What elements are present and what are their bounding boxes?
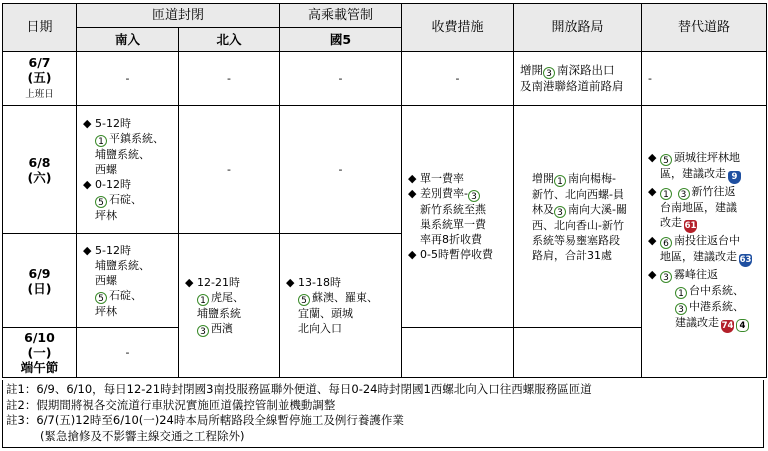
list-item [83, 162, 174, 177]
toll-cell [402, 106, 514, 328]
list-item [648, 283, 762, 299]
date-cell [3, 52, 77, 106]
list-item [185, 306, 275, 321]
north-cell [179, 234, 280, 378]
item-text: 西螺 [95, 163, 117, 176]
item-text: 坪林 [95, 209, 117, 222]
list-item [83, 304, 174, 319]
date-cell [3, 234, 77, 328]
freeway-badge-icon: 5 [298, 294, 310, 306]
list-item [648, 315, 762, 333]
item-text: 新竹系統至燕 [420, 203, 487, 216]
provincial-highway-shield-icon: 74 [721, 321, 734, 331]
list-item [185, 275, 275, 290]
day-note: 上班日 [25, 89, 54, 100]
list-item [83, 258, 174, 273]
header-toll-measures: 收費措施 [402, 4, 514, 52]
list-item [286, 321, 397, 336]
freeway-badge-icon: 5 [660, 154, 672, 166]
item-text: 率再8折收費 [420, 233, 483, 246]
list-item [185, 321, 275, 337]
weekday-text: (日) [27, 280, 52, 296]
open-text: 南深路出口 [557, 63, 615, 77]
header-alternate-routes: 替代道路 [642, 4, 767, 52]
list-item [648, 200, 762, 215]
item-text: 建議改走 [675, 316, 720, 329]
freeway-badge-icon: 5 [95, 292, 107, 304]
list-item [648, 249, 762, 267]
header-northbound: 北入 [179, 28, 280, 52]
date-text: 6/8 [28, 154, 51, 170]
south-cell: - [77, 328, 179, 378]
freeway-badge-icon: 3 [197, 325, 209, 337]
diamond-bullet-icon: ◆ [408, 172, 417, 185]
hov-cell: - [280, 52, 402, 106]
item-text: 5-12時 [95, 243, 131, 257]
open-text: 增開 [520, 63, 544, 77]
freeway-badge-icon: 1 [554, 175, 566, 187]
item-text: 埔鹽系統 [197, 306, 241, 320]
item-text: 西螺 [95, 273, 117, 287]
list-item [520, 233, 637, 248]
holiday-label: 端午節 [20, 360, 59, 375]
list-item [648, 215, 762, 233]
list-item [286, 275, 397, 290]
list-item [83, 273, 174, 288]
list-item [83, 147, 174, 162]
item-text: 新竹、北向西螺-員 [532, 187, 624, 201]
list-item [83, 177, 174, 192]
item-text: 增開 [532, 171, 555, 185]
open-text: 及南港聯絡道前路肩 [520, 79, 624, 93]
item-text: 南向楊梅- [568, 171, 616, 185]
date-cell [3, 106, 77, 234]
table-row [3, 52, 767, 106]
provincial-highway-shield-icon: 9 [728, 171, 741, 184]
item-text: 區，建議改走 [660, 167, 727, 180]
toll-cell: - [402, 52, 514, 106]
list-item [648, 267, 762, 283]
list-item [286, 306, 397, 321]
list-item [83, 192, 174, 208]
diamond-bullet-icon: ◆ [83, 178, 92, 191]
diamond-bullet-icon: ◆ [648, 185, 657, 198]
item-text: 石碇、 [109, 288, 142, 302]
toll-cell-empty [402, 328, 514, 378]
list-item [408, 186, 509, 202]
list-item [648, 150, 762, 166]
item-text: 地區，建議改走 [660, 250, 738, 263]
diamond-bullet-icon: ◆ [648, 268, 657, 281]
item-text: 坪林 [95, 304, 117, 318]
north-cell: - [179, 106, 280, 234]
diamond-bullet-icon: ◆ [286, 276, 295, 289]
list-item [648, 299, 762, 315]
footnote-1: 註1：6/9、6/10，每日12-21時封閉國3南投服務區聯外便道、每日0-24時封閉國1西螺北向入口往西螺服務區匝道 [6, 382, 592, 396]
diamond-bullet-icon: ◆ [648, 151, 657, 164]
item-text: 系統等易壅塞路段 [532, 233, 621, 247]
open-cell [514, 106, 642, 328]
footnote-3: 註3：6/7(五)12時至6/10(一)24時本局所轄路段全線暫停施工及例行養護作業 [6, 413, 404, 427]
item-text: 新竹往返 [691, 185, 736, 198]
header-ramp-closure: 匝道封閉 [77, 4, 280, 28]
freeway-badge-icon: 1 [95, 135, 107, 147]
list-item [648, 166, 762, 184]
item-text: 12-21時 [197, 275, 240, 289]
freeway-badge-icon: 6 [660, 237, 672, 249]
hov-cell [280, 234, 402, 378]
item-text: 埔鹽系統、 [95, 148, 150, 161]
freeway-badge-icon: 3 [468, 190, 480, 202]
item-text: 虎尾、 [211, 290, 244, 304]
hov-cell: - [280, 106, 402, 234]
freeway-badge-icon: 3 [678, 188, 690, 200]
county-road-badge-icon: 4 [736, 319, 749, 332]
diamond-bullet-icon: ◆ [408, 187, 417, 200]
item-text: 巢系統單一費 [420, 218, 487, 231]
alt-cell [642, 106, 767, 378]
list-item [408, 217, 509, 232]
alt-cell: - [642, 52, 767, 106]
freeway-badge-icon: 3 [554, 206, 566, 218]
item-text: 頭城往坪林地 [674, 151, 741, 164]
table-row [3, 106, 767, 234]
header-southbound: 南入 [77, 28, 179, 52]
diamond-bullet-icon: ◆ [185, 275, 194, 289]
item-text: 平鎮系統、 [109, 132, 164, 145]
list-item [83, 116, 174, 131]
list-item [185, 290, 275, 306]
item-text: 5-12時 [95, 117, 131, 130]
header-hov-control: 高乘載管制 [280, 4, 402, 28]
item-text: 宜蘭、頭城 [298, 307, 354, 320]
north-cell: - [179, 52, 280, 106]
item-text: 路肩，合計31處 [532, 248, 613, 262]
south-cell [77, 234, 179, 328]
date-text: 6/9 [28, 265, 51, 281]
open-cell [514, 52, 642, 106]
list-item [520, 218, 637, 233]
footnotes [2, 380, 764, 448]
list-item [520, 171, 637, 187]
item-text: 埔鹽系統、 [95, 258, 150, 272]
list-item [83, 243, 174, 258]
date-text: 6/10 [24, 330, 55, 345]
list-item [83, 208, 174, 223]
south-cell: - [77, 52, 179, 106]
freeway-badge-icon: 5 [95, 196, 107, 208]
open-cell-empty [514, 328, 642, 378]
list-item [648, 233, 762, 249]
item-text: 0-5時暫停收費 [420, 248, 493, 261]
item-text: 石碇、 [109, 193, 142, 206]
item-text: 西、北向香山-新竹 [532, 218, 624, 232]
diamond-bullet-icon: ◆ [83, 117, 92, 130]
header-open-shoulder: 開放路局 [514, 4, 642, 52]
weekday-text: (六) [27, 169, 52, 185]
item-text: 差別費率- [420, 187, 468, 200]
freeway-badge-icon: 1 [675, 287, 687, 299]
list-item [286, 290, 397, 306]
diamond-bullet-icon: ◆ [648, 234, 657, 247]
list-item [408, 232, 509, 247]
item-text: 霧峰往返 [674, 268, 719, 281]
list-item [83, 288, 174, 304]
diamond-bullet-icon: ◆ [83, 243, 92, 257]
list-item [520, 248, 637, 263]
list-item [408, 202, 509, 217]
item-text: 北向入口 [298, 322, 343, 335]
freeway-badge-icon: 3 [675, 303, 687, 315]
freeway-badge-icon: 3 [543, 67, 555, 79]
list-item [520, 187, 637, 202]
item-text: 0-12時 [95, 178, 131, 191]
item-text: 南投往返台中 [674, 234, 741, 247]
weekday-text: (一) [27, 345, 52, 360]
item-text: 台中系統、 [689, 284, 745, 297]
item-text: 13-18時 [298, 276, 341, 289]
item-text: 南向大溪-關 [568, 202, 627, 216]
list-item [648, 184, 762, 200]
freeway-badge-icon: 1 [660, 188, 672, 200]
diamond-bullet-icon: ◆ [408, 248, 417, 261]
south-cell [77, 106, 179, 234]
item-text: 台南地區，建議 [660, 201, 738, 214]
item-text: 單一費率 [420, 172, 465, 185]
footnote-3-cont: (緊急搶修及不影響主線交通之工程除外) [40, 428, 245, 443]
provincial-highway-shield-icon: 61 [684, 221, 697, 231]
list-item [520, 202, 637, 218]
freeway-badge-icon: 1 [197, 294, 209, 306]
list-item [408, 247, 509, 262]
provincial-highway-shield-icon: 63 [739, 255, 752, 265]
weekday-text: (五) [27, 70, 52, 85]
item-text: 改走 [660, 216, 683, 229]
date-cell [3, 328, 77, 378]
list-item [408, 171, 509, 186]
item-text: 中港系統、 [689, 300, 745, 313]
item-text: 西濱 [211, 321, 233, 335]
header-date: 日期 [3, 4, 77, 52]
freeway-badge-icon: 3 [660, 271, 672, 283]
traffic-measures-table [2, 3, 767, 378]
item-text: 林及 [532, 202, 555, 216]
list-item [83, 131, 174, 147]
date-text: 6/7 [28, 55, 51, 70]
header-freeway-5: 國5 [280, 28, 402, 52]
footnote-2: 註2：假期間將視各交流道行車狀況實施匝道儀控管制並機動調整 [6, 397, 336, 412]
item-text: 蘇澳、羅東、 [312, 291, 379, 304]
